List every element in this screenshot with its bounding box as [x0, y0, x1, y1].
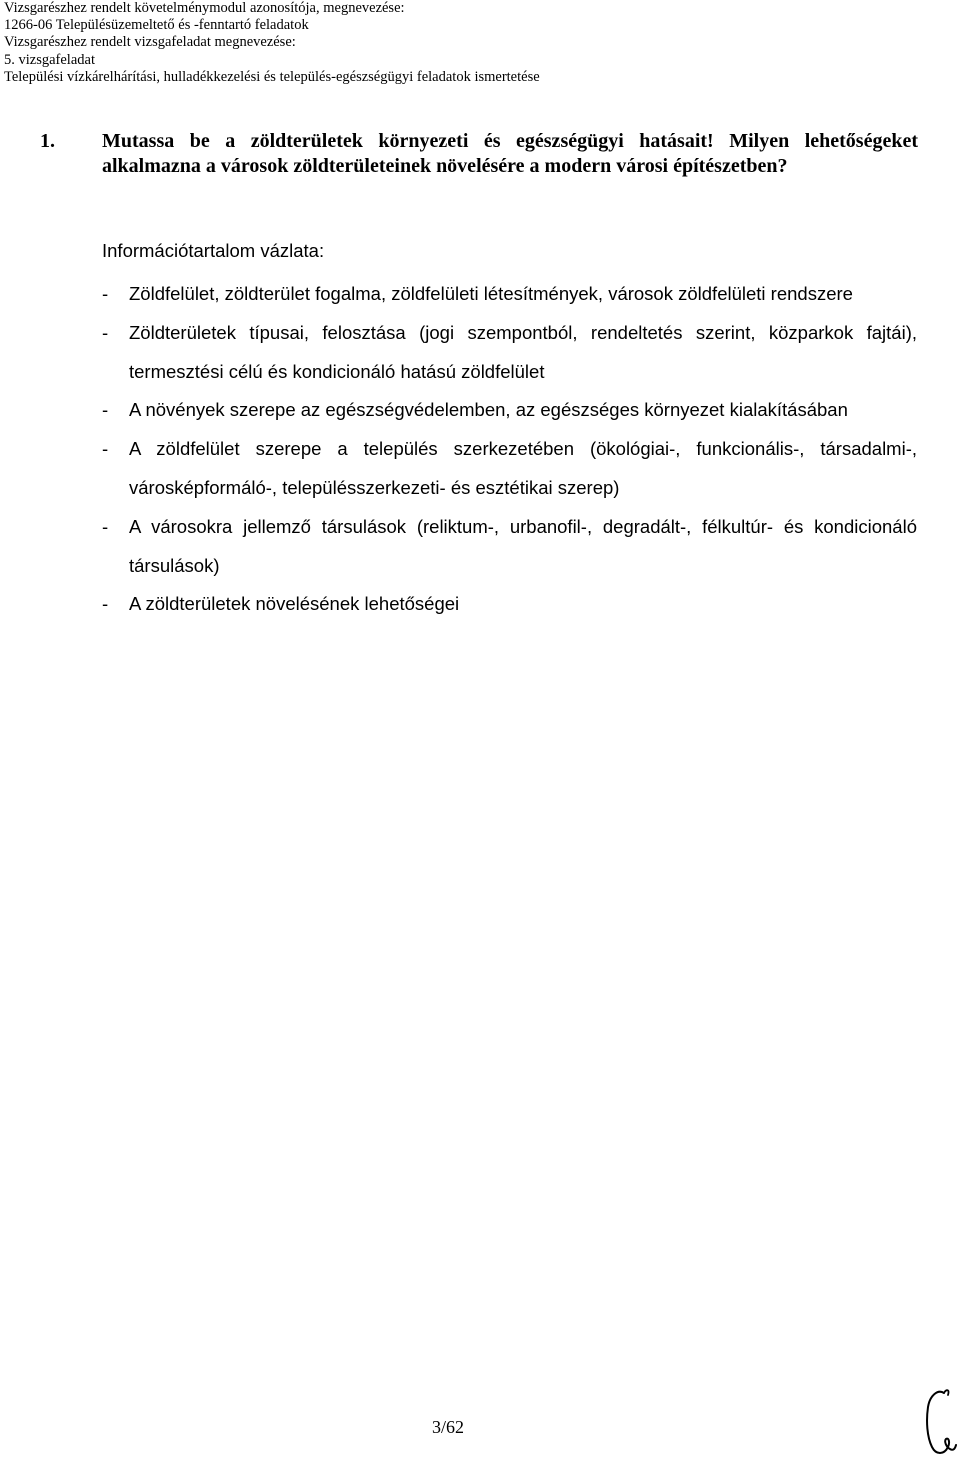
outline-item-text: Zöldfelület, zöldterület fogalma, zöldfelületi létesítmények, városok zöldfelületi rendszere — [129, 283, 853, 304]
outline-item — [102, 585, 917, 624]
outline-item — [102, 275, 917, 314]
outline-item-text: A zöldfelület szerepe a település szerkezetében (ökológiai-, funkcionális-, társadalmi-, városképformáló-, településszerkezeti- és esztétikai szerep) — [129, 438, 917, 498]
outline-title: Információtartalom vázlata: — [102, 240, 325, 261]
bullet-dash: - — [102, 593, 109, 615]
outline-item-text: A városokra jellemző társulások (reliktum-, urbanofil-, degradált-, félkultúr- és kondicionáló társulások) — [129, 515, 917, 576]
bullet-dash: - — [102, 438, 109, 460]
bullet-dash: - — [102, 283, 109, 304]
header-line-task-label: Vizsgarészhez rendelt vizsgafeladat megnevezése: — [4, 34, 296, 51]
outline-section — [102, 240, 917, 624]
outline-item — [102, 508, 917, 586]
page-number: 3/62 — [432, 1417, 465, 1437]
bullet-dash: - — [102, 399, 109, 421]
question-number: 1. — [40, 130, 55, 152]
question-block — [40, 129, 918, 179]
outline-item — [102, 314, 917, 392]
outline-item — [102, 391, 917, 430]
question-text: Mutassa be a zöldterületek környezeti és egészségügyi hatásait! Milyen lehetőségeket alkalmazna a városok zöldterületeinek növelésére a modern városi építészetben? — [102, 130, 918, 177]
bullet-dash: - — [102, 321, 109, 343]
outline-item-text: A zöldterületek növelésének lehetőségei — [129, 593, 460, 615]
outline-item — [102, 430, 917, 508]
outline-item-text: A növények szerepe az egészségvédelemben, az egészséges környezet kialakításában — [129, 399, 848, 421]
outline-list — [102, 275, 917, 624]
outline-item-text: Zöldterületek típusai, felosztása (jogi szempontból, rendeltetés szerint, közparkok fajtái), termesztési célú és kondicionáló hatású zöldfelület — [129, 321, 917, 382]
header-line-module-name: 1266-06 Településüzemeltető és -fenntartó feladatok — [4, 17, 309, 34]
header-line-task-name: Települési vízkárelhárítási, hulladékkezelési és település-egészségügyi feladatok ismertetése — [4, 68, 540, 85]
bullet-dash: - — [102, 515, 109, 537]
header-line-task-number: 5. vizsgafeladat — [4, 51, 95, 68]
handwritten-initial-signature — [918, 1385, 958, 1461]
page-header — [4, 0, 540, 86]
header-line-module-label: Vizsgarészhez rendelt követelménymodul azonosítója, megnevezése: — [4, 0, 405, 16]
